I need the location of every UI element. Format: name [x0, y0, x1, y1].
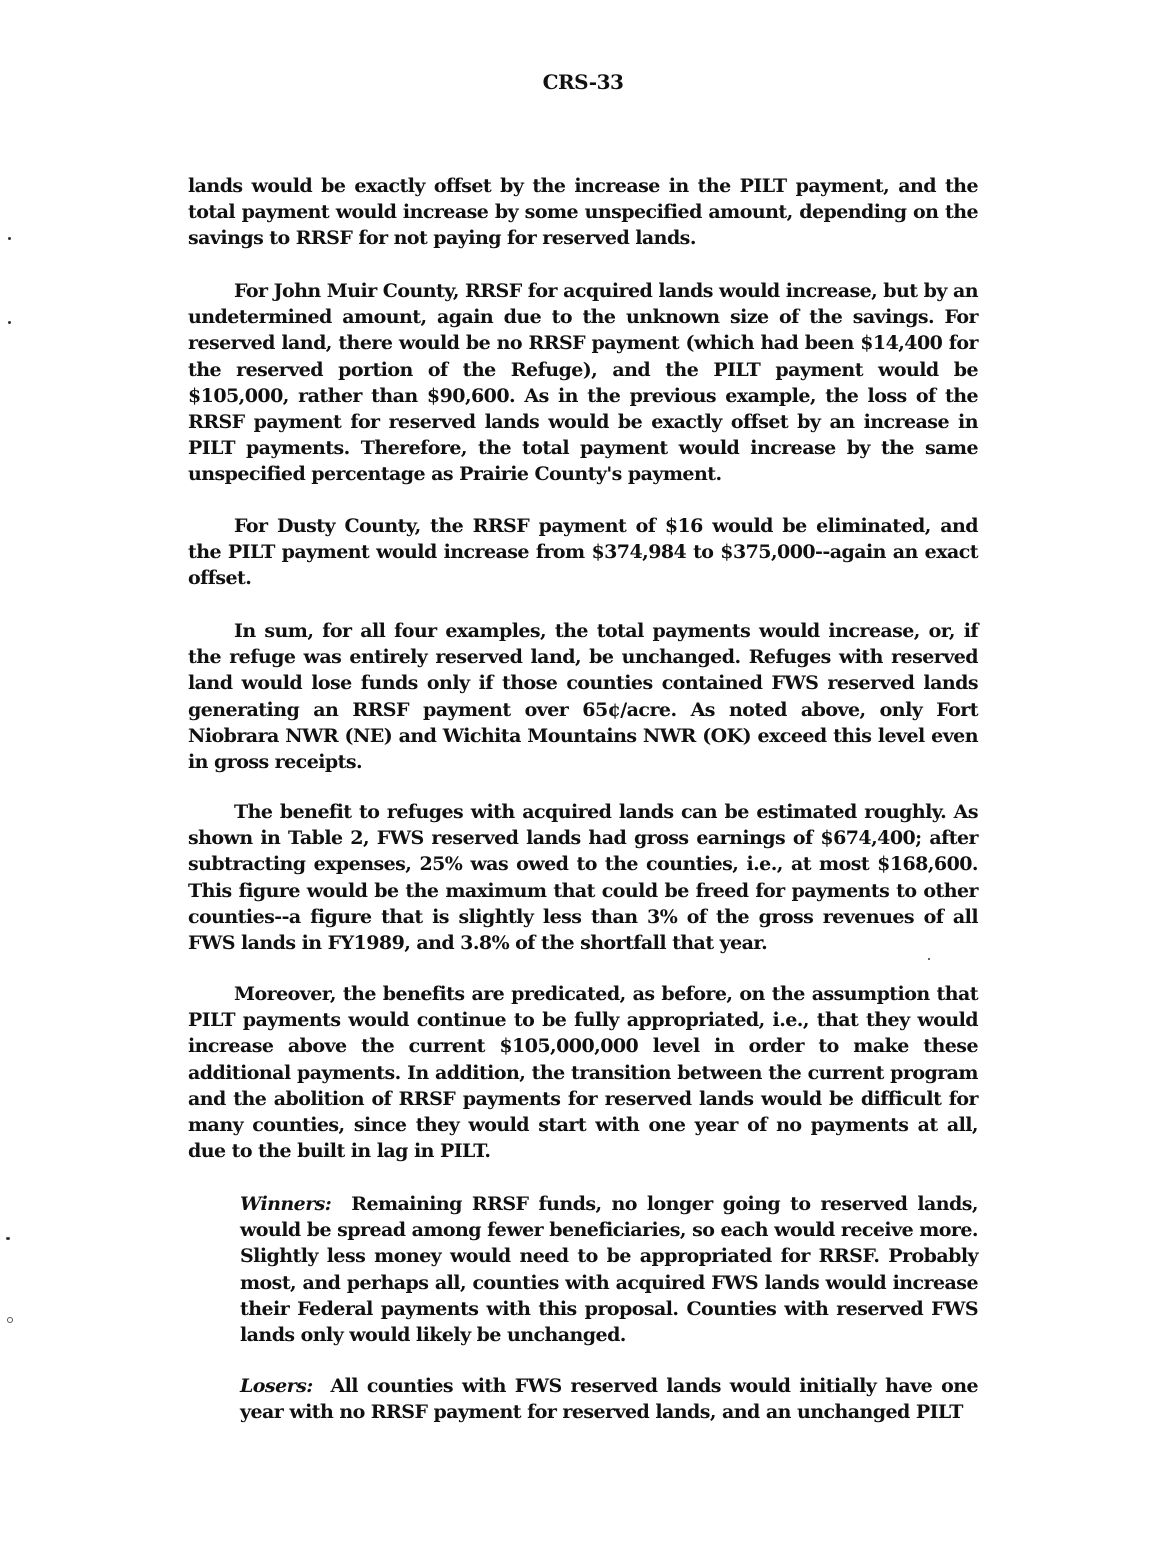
- scan-speck: [6, 1237, 10, 1240]
- paragraph-john-muir-county: For John Muir County, RRSF for acquired lands would increase, but by an undetermined amount, again due to the unknown size of the savings. For reserved land, there would be no RRSF payment (which had been $14,400 for the reserved portion of the Refuge), and the PILT payment would be $105,000, rather than $90,600. As in the previous example, the loss of the RRSF payment for reserved lands would be exactly offset by an increase in PILT payments. Therefore, the total payment would increase by the same unspecified percentage as Prairie County's payment.: [188, 280, 978, 486]
- winners-text: Remaining RRSF funds, no longer going to reserved lands, would be spread among fewer beneficiaries, so each would receive more. Slightly less money would need to be appropriated for RRSF. Probably most, and perhaps all, counties with acquired FWS lands would increase their Federal payments with this proposal. Counties with reserved FWS lands only would likely be unchanged.: [240, 1193, 978, 1347]
- paragraph-winners: [240, 1191, 978, 1348]
- paragraph-dusty-county: For Dusty County, the RRSF payment of $16 would be eliminated, and the PILT payment would increase from $374,984 to $375,000--again an exact offset.: [188, 515, 978, 590]
- losers-label: Losers:: [240, 1375, 313, 1397]
- scan-speck: [928, 958, 930, 960]
- scan-speck: [8, 321, 11, 324]
- losers-text: All counties with FWS reserved lands would initially have one year with no RRSF payment for reserved lands, and an unchanged PILT: [240, 1375, 978, 1424]
- paragraph-continuation: lands would be exactly offset by the increase in the PILT payment, and the total payment would increase by some unspecified amount, depending on the savings to RRSF for not paying for reserved lands.: [188, 175, 978, 250]
- paragraph-losers: [240, 1373, 978, 1425]
- winners-label: Winners:: [240, 1193, 332, 1215]
- scan-speck: [8, 237, 11, 240]
- paragraph-in-sum: In sum, for all four examples, the total payments would increase, or, if the refuge was entirely reserved land, be unchanged. Refuges with reserved land would lose funds only if those counties contained FWS reserved lands generating an RRSF payment over 65¢/acre. As noted above, only Fort Niobrara NWR (NE) and Wichita Mountains NWR (OK) exceed this level even in gross receipts.: [188, 620, 978, 774]
- paragraph-moreover: Moreover, the benefits are predicated, as before, on the assumption that PILT payments would continue to be fully appropriated, i.e., that they would increase above the current $105,000,000 level in order to make these additional payments. In addition, the transition between the current program and the abolition of RRSF payments for reserved lands would be difficult for many counties, since they would start with one year of no payments at all, due to the built in lag in PILT.: [188, 983, 978, 1163]
- page-header: CRS-33: [542, 70, 624, 94]
- scan-speck: [7, 1317, 13, 1323]
- paragraph-benefit-estimate: The benefit to refuges with acquired lands can be estimated roughly. As shown in Table 2, FWS reserved lands had gross earnings of $674,400; after subtracting expenses, 25% was owed to the counties, i.e., at most $168,600. This figure would be the maximum that could be freed for payments to other counties--a figure that is slightly less than 3% of the gross revenues of all FWS lands in FY1989, and 3.8% of the shortfall that year.: [188, 801, 978, 955]
